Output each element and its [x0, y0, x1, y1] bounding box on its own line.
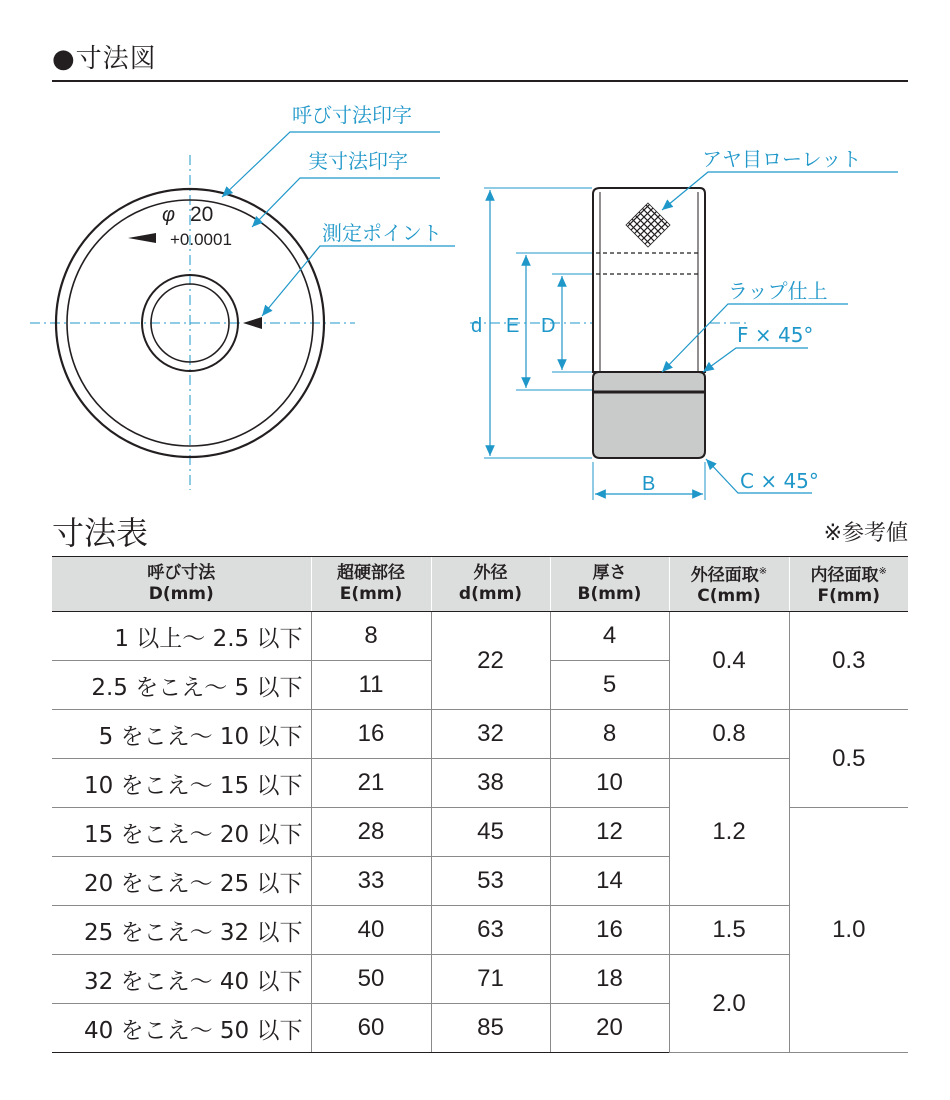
header-carbide-diameter — [311, 557, 431, 612]
cell-inner-chamfer: 0.5 — [789, 710, 908, 808]
cell-carbide: 8 — [311, 612, 431, 661]
header-unit: D(mm) — [148, 584, 214, 604]
measure-point-mark — [243, 317, 262, 329]
cell-nominal: 5 をこえ〜 10 以下 — [52, 710, 311, 759]
header-label: 外径 — [473, 563, 508, 583]
cell-carbide: 60 — [311, 1004, 431, 1053]
cell-carbide: 16 — [311, 710, 431, 759]
header-thickness — [550, 557, 669, 612]
cell-thickness: 4 — [550, 612, 669, 661]
cell-thickness: 8 — [550, 710, 669, 759]
header-outer-chamfer — [669, 557, 789, 612]
header-unit: F(mm) — [817, 586, 881, 607]
cell-outer-diameter: 71 — [431, 955, 550, 1004]
dimension-drawing — [0, 90, 950, 510]
cell-nominal: 32 をこえ〜 40 以下 — [52, 955, 311, 1004]
cell-thickness: 10 — [550, 759, 669, 808]
cell-carbide: 33 — [311, 857, 431, 906]
cell-inner-chamfer: 0.3 — [789, 612, 908, 710]
engraved-actual: +0.0001 — [170, 230, 232, 249]
cell-carbide: 21 — [311, 759, 431, 808]
header-outer-diameter — [431, 557, 550, 612]
header-unit: d(mm) — [458, 584, 523, 604]
cell-inner-chamfer: 1.0 — [789, 808, 908, 1053]
table-header-row — [52, 557, 908, 612]
table-row — [52, 612, 908, 661]
cell-carbide: 11 — [311, 661, 431, 710]
header-nominal-size — [52, 557, 311, 612]
cell-outer-chamfer: 0.8 — [669, 710, 789, 759]
engraved-pointer-mark — [128, 233, 156, 243]
cell-thickness: 16 — [550, 906, 669, 955]
cell-outer-diameter: 63 — [431, 906, 550, 955]
diagram-heading: ●寸法図 — [52, 44, 157, 74]
cell-nominal: 25 をこえ〜 32 以下 — [52, 906, 311, 955]
cell-thickness: 5 — [550, 661, 669, 710]
dim-letter-E: E — [506, 315, 520, 337]
cell-carbide: 40 — [311, 906, 431, 955]
table-row — [52, 759, 908, 808]
callout-c-chamfer: C × 45° — [740, 469, 819, 493]
cell-outer-diameter: 45 — [431, 808, 550, 857]
table-title: 寸法表 — [52, 514, 149, 552]
cell-thickness: 20 — [550, 1004, 669, 1053]
cell-outer-chamfer: 0.4 — [669, 612, 789, 710]
cell-outer-diameter: 53 — [431, 857, 550, 906]
header-label: 超硬部径 — [337, 563, 405, 583]
dim-letter-B: B — [642, 473, 656, 495]
header-label: 外径面取 — [690, 565, 759, 586]
cell-outer-diameter: 22 — [431, 612, 550, 710]
cell-nominal: 2.5 をこえ〜 5 以下 — [52, 661, 311, 710]
header-unit: B(mm) — [577, 584, 642, 604]
callout-nominal-print: 呼び寸法印字 — [292, 103, 412, 127]
carbide-section — [593, 372, 705, 458]
cell-outer-chamfer: 1.2 — [669, 759, 789, 906]
cell-thickness: 18 — [550, 955, 669, 1004]
reference-note: ※参考値 — [823, 521, 908, 546]
cell-nominal: 1 以上〜 2.5 以下 — [52, 612, 311, 661]
table-row — [52, 906, 908, 955]
engraved-nominal: 20 — [190, 203, 214, 226]
cell-thickness: 12 — [550, 808, 669, 857]
header-label: 呼び寸法 — [147, 563, 216, 583]
dim-letter-D: D — [541, 315, 556, 337]
phi-symbol: φ — [162, 204, 176, 226]
header-inner-chamfer — [789, 557, 908, 612]
callout-lap-finish: ラップ仕上 — [728, 279, 828, 303]
dimension-table — [52, 556, 908, 1053]
callout-knurl: アヤ目ローレット — [702, 147, 862, 171]
table-row — [52, 955, 908, 1004]
callout-actual-print: 実寸法印字 — [308, 149, 408, 173]
cell-nominal: 15 をこえ〜 20 以下 — [52, 808, 311, 857]
cell-thickness: 14 — [550, 857, 669, 906]
header-unit: C(mm) — [697, 586, 761, 607]
cell-carbide: 50 — [311, 955, 431, 1004]
cell-outer-diameter: 85 — [431, 1004, 550, 1053]
cell-carbide: 28 — [311, 808, 431, 857]
reference-mark: ※ — [758, 565, 768, 577]
cell-nominal: 20 をこえ〜 25 以下 — [52, 857, 311, 906]
header-unit: E(mm) — [339, 584, 403, 604]
cell-outer-diameter: 38 — [431, 759, 550, 808]
heading-rule — [52, 80, 908, 82]
reference-mark: ※ — [878, 565, 887, 577]
header-label: 厚さ — [592, 563, 627, 583]
front-view — [30, 155, 355, 490]
callout-f-chamfer: F × 45° — [737, 323, 814, 347]
cell-outer-chamfer: 1.5 — [669, 906, 789, 955]
cell-nominal: 10 をこえ〜 15 以下 — [52, 759, 311, 808]
cell-outer-chamfer: 2.0 — [669, 955, 789, 1053]
cell-nominal: 40 をこえ〜 50 以下 — [52, 1004, 311, 1053]
cell-outer-diameter: 32 — [431, 710, 550, 759]
header-label: 内径面取 — [810, 565, 879, 586]
table-row — [52, 710, 908, 759]
dim-letter-d: d — [471, 315, 483, 337]
callout-measure-point: 測定ポイント — [322, 221, 442, 245]
